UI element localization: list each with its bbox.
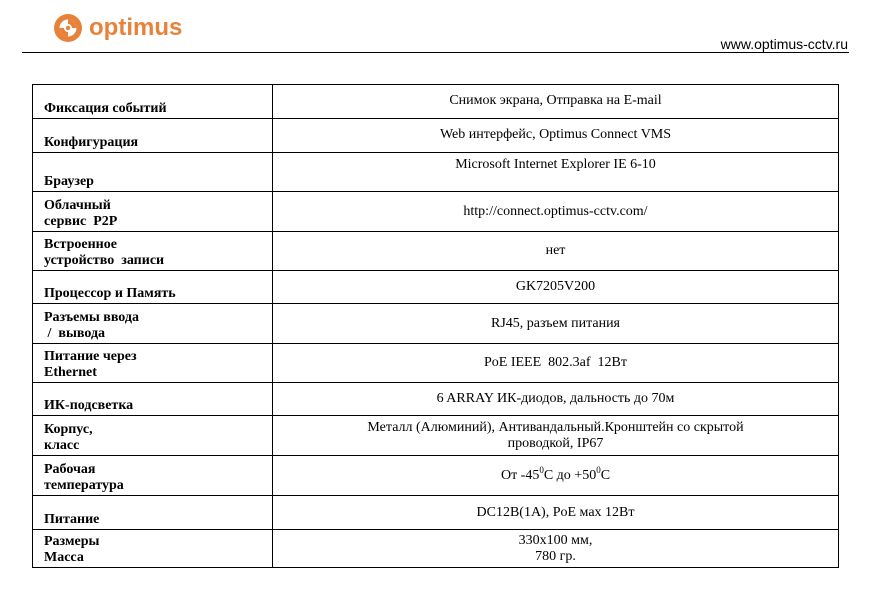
table-row — [33, 119, 839, 153]
spec-value: DC12В(1А), PoE мах 12Вт — [273, 496, 839, 530]
header-divider — [22, 52, 849, 53]
spec-value: нет — [273, 232, 839, 271]
spec-value: Microsoft Internet Explorer IE 6-10 — [273, 153, 839, 192]
spec-value: Web интерфейс, Optimus Connect VMS — [273, 119, 839, 153]
spec-value: GK7205V200 — [273, 271, 839, 304]
spec-label: Встроенное устройство записи — [33, 232, 273, 271]
optimus-logo-icon — [52, 12, 84, 44]
spec-value: 6 ARRAY ИК-диодов, дальность до 70м — [273, 383, 839, 416]
spec-value: Снимок экрана, Отправка на E-mail — [273, 85, 839, 119]
spec-table — [32, 84, 839, 568]
spec-label: Процессор и Память — [33, 271, 273, 304]
website-url: www.optimus-cctv.ru — [720, 36, 848, 52]
table-row — [33, 232, 839, 271]
table-row — [33, 530, 839, 568]
spec-label: Браузер — [33, 153, 273, 192]
spec-value: PoE IEEE 802.3af 12Вт — [273, 344, 839, 383]
spec-label: Фиксация событий — [33, 85, 273, 119]
table-row — [33, 304, 839, 344]
spec-value: http://connect.optimus-cctv.com/ — [273, 192, 839, 232]
spec-label: Конфигурация — [33, 119, 273, 153]
table-row — [33, 192, 839, 232]
table-row — [33, 271, 839, 304]
spec-label: Питание через Ethernet — [33, 344, 273, 383]
table-row — [33, 153, 839, 192]
brand-logo — [52, 12, 182, 44]
table-row — [33, 85, 839, 119]
spec-value: Металл (Алюминий), Антивандальный.Кронштейн со скрытой проводкой, IP67 — [273, 416, 839, 456]
spec-label: Рабочая температура — [33, 456, 273, 496]
spec-label: ИК-подсветка — [33, 383, 273, 416]
spec-label: Размеры Масса — [33, 530, 273, 568]
table-row — [33, 456, 839, 496]
brand-name: optimus — [89, 14, 183, 41]
spec-label: Разъемы ввода / вывода — [33, 304, 273, 344]
spec-value: От $-45^0С$ до $+50^0С$ — [273, 456, 839, 496]
spec-label: Питание — [33, 496, 273, 530]
table-row — [33, 344, 839, 383]
table-row — [33, 383, 839, 416]
spec-label: Корпус, класс — [33, 416, 273, 456]
table-row — [33, 416, 839, 456]
spec-label: Облачный сервис P2P — [33, 192, 273, 232]
spec-value: RJ45, разъем питания — [273, 304, 839, 344]
table-row — [33, 496, 839, 530]
spec-value: 330х100 мм, 780 гр. — [273, 530, 839, 568]
